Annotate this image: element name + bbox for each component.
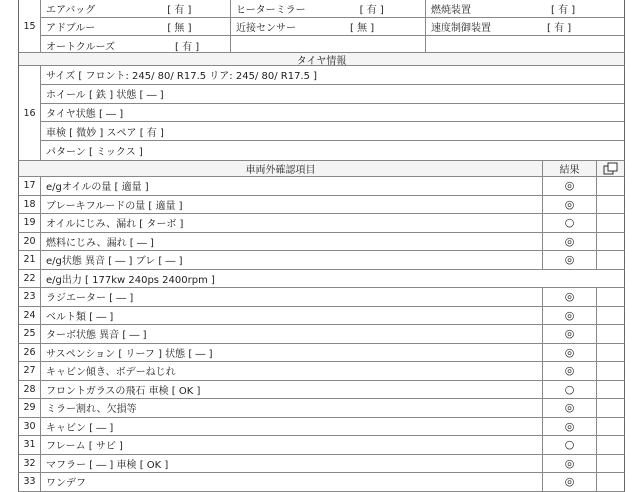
inspection-item: オイルにじみ、漏れ [ ターボ ] xyxy=(46,219,184,231)
equipment-grid xyxy=(41,0,624,52)
equipment-item xyxy=(41,36,231,54)
result-mark: ◎ xyxy=(542,196,596,214)
result-mark: ○ xyxy=(542,436,596,454)
inspection-rows xyxy=(18,177,625,492)
result-mark: ◎ xyxy=(542,325,596,343)
row-number: 15 xyxy=(19,0,41,52)
extra-cell xyxy=(596,307,624,325)
row-number: 27 xyxy=(19,362,41,380)
equipment-value: [ 有 ] xyxy=(547,23,572,34)
result-mark: ○ xyxy=(542,214,596,232)
extra-cell xyxy=(596,325,624,343)
result-mark: ◎ xyxy=(542,251,596,269)
inspection-row xyxy=(18,344,625,363)
equipment-item xyxy=(426,18,624,35)
inspection-item: ターボ状態 異音 [ ― ] xyxy=(46,330,147,342)
row-number: 20 xyxy=(19,233,41,251)
result-mark: ◎ xyxy=(542,344,596,362)
inspection-item: e/g出力 [ 177kw 240ps 2400rpm ] xyxy=(46,274,215,286)
row-number: 18 xyxy=(19,196,41,214)
row-number: 29 xyxy=(19,399,41,417)
inspection-item: e/gオイルの量 [ 適量 ] xyxy=(46,182,149,194)
inspection-header xyxy=(18,161,625,177)
inspection-row xyxy=(18,251,625,270)
equipment-item xyxy=(41,18,231,35)
inspection-row xyxy=(18,307,625,326)
tire-line: パターン [ ミックス ] xyxy=(46,147,143,159)
inspection-item: ブレーキフルードの量 [ 適量 ] xyxy=(46,200,183,212)
inspection-row xyxy=(18,270,625,289)
extra-cell xyxy=(596,362,624,380)
equipment-value: [ 有 ] xyxy=(551,5,576,16)
result-mark: ◎ xyxy=(542,473,596,491)
inspection-item: フロントガラスの飛石 車検 [ OK ] xyxy=(46,385,201,397)
inspection-item: ワンデフ xyxy=(46,478,86,490)
extra-cell xyxy=(596,251,624,269)
extra-cell xyxy=(596,233,624,251)
tire-section xyxy=(18,66,625,161)
inspection-row xyxy=(18,196,625,215)
equipment-item-empty xyxy=(426,36,624,54)
equipment-item xyxy=(231,0,426,17)
row-number: 17 xyxy=(19,177,41,195)
copy-icon xyxy=(596,161,624,176)
inspection-row xyxy=(18,418,625,437)
tire-section-header xyxy=(18,53,625,66)
inspection-row xyxy=(18,288,625,307)
extra-cell xyxy=(596,436,624,454)
extra-cell xyxy=(596,418,624,436)
inspection-item: キャビン傾き、ボデーねじれ xyxy=(46,367,176,379)
equipment-label: 近接センサー xyxy=(236,23,296,34)
tire-lines xyxy=(41,66,624,160)
result-mark: ○ xyxy=(542,381,596,399)
inspection-item: フレーム [ サビ ] xyxy=(46,441,123,453)
result-mark: ◎ xyxy=(542,233,596,251)
row-number: 22 xyxy=(19,270,41,288)
row-number: 19 xyxy=(19,214,41,232)
equipment-value: [ 無 ] xyxy=(167,23,192,34)
result-mark: ◎ xyxy=(542,399,596,417)
extra-cell xyxy=(596,473,624,491)
equipment-label: 速度制御装置 xyxy=(431,23,491,34)
row-number: 23 xyxy=(19,288,41,306)
tire-line: サイズ [ フロント: 245/ 80/ R17.5 リア: 245/ 80/ R17.5 ] xyxy=(41,66,624,85)
extra-cell xyxy=(596,455,624,473)
inspection-row xyxy=(18,362,625,381)
equipment-item xyxy=(231,18,426,35)
tire-section-title: タイヤ情報 xyxy=(19,53,624,65)
inspection-row xyxy=(18,455,625,474)
equipment-value: [ 有 ] xyxy=(175,41,200,53)
row-number: 24 xyxy=(19,307,41,325)
inspection-item: ラジエーター [ ― ] xyxy=(46,293,134,305)
extra-cell xyxy=(596,399,624,417)
extra-cell xyxy=(596,344,624,362)
row-number: 32 xyxy=(19,455,41,473)
inspection-row xyxy=(18,214,625,233)
inspection-row xyxy=(18,399,625,418)
extra-cell xyxy=(596,177,624,195)
row-number: 30 xyxy=(19,418,41,436)
equipment-item xyxy=(41,0,231,17)
result-mark: ◎ xyxy=(542,307,596,325)
inspection-row xyxy=(18,473,625,492)
result-mark: ◎ xyxy=(542,288,596,306)
equipment-label: ヒーターミラー xyxy=(236,5,306,16)
row-number: 21 xyxy=(19,251,41,269)
inspection-item: サスペンション [ リーフ ] 状態 [ ― ] xyxy=(46,348,213,360)
inspection-row xyxy=(18,325,625,344)
result-mark: ◎ xyxy=(542,177,596,195)
inspection-item: ベルト類 [ ― ] xyxy=(46,311,114,323)
row-number: 31 xyxy=(19,436,41,454)
equipment-label: アドブルー xyxy=(46,23,96,34)
equipment-label: エアバッグ xyxy=(46,5,96,16)
extra-cell xyxy=(596,381,624,399)
row-number: 16 xyxy=(19,66,41,160)
tire-line: 車検 [ 微妙 ] スペア [ 有 ] xyxy=(41,122,624,141)
inspection-row xyxy=(18,381,625,400)
equipment-value: [ 有 ] xyxy=(167,5,192,16)
row-number: 26 xyxy=(19,344,41,362)
inspection-row xyxy=(18,436,625,455)
inspection-item: マフラー [ ― ] 車検 [ OK ] xyxy=(46,459,169,471)
result-mark: ◎ xyxy=(542,455,596,473)
equipment-label: 燃焼装置 xyxy=(431,5,471,16)
row-number: 28 xyxy=(19,381,41,399)
result-mark: ◎ xyxy=(542,418,596,436)
tire-line: タイヤ状態 [ ― ] xyxy=(41,104,624,123)
row-number: 25 xyxy=(19,325,41,343)
inspection-row xyxy=(18,233,625,252)
inspection-item: キャビン [ ― ] xyxy=(46,422,114,434)
inspection-sheet xyxy=(18,0,625,492)
equipment-value: [ 無 ] xyxy=(350,23,375,34)
result-mark: ◎ xyxy=(542,362,596,380)
row-number: 33 xyxy=(19,473,41,491)
result-header: 結果 xyxy=(542,161,596,176)
equipment-item xyxy=(426,0,624,17)
inspection-row xyxy=(18,177,625,196)
equipment-label: オートクルーズ xyxy=(46,41,115,53)
tire-line: ホイール [ 鉄 ] 状態 [ ― ] xyxy=(41,85,624,104)
equipment-row xyxy=(41,0,624,18)
extra-cell xyxy=(596,196,624,214)
equipment-value: [ 有 ] xyxy=(359,5,384,16)
extra-cell xyxy=(596,214,624,232)
inspection-item: 燃料にじみ、漏れ [ ― ] xyxy=(46,237,154,249)
extra-cell xyxy=(596,288,624,306)
inspection-title: 車両外確認項目 xyxy=(19,161,542,176)
inspection-item: e/g状態 異音 [ ― ] ブレ [ ― ] xyxy=(46,256,183,268)
inspection-item: ミラー割れ、欠損等 xyxy=(46,404,137,416)
equipment-section xyxy=(18,0,625,53)
equipment-row xyxy=(41,18,624,36)
